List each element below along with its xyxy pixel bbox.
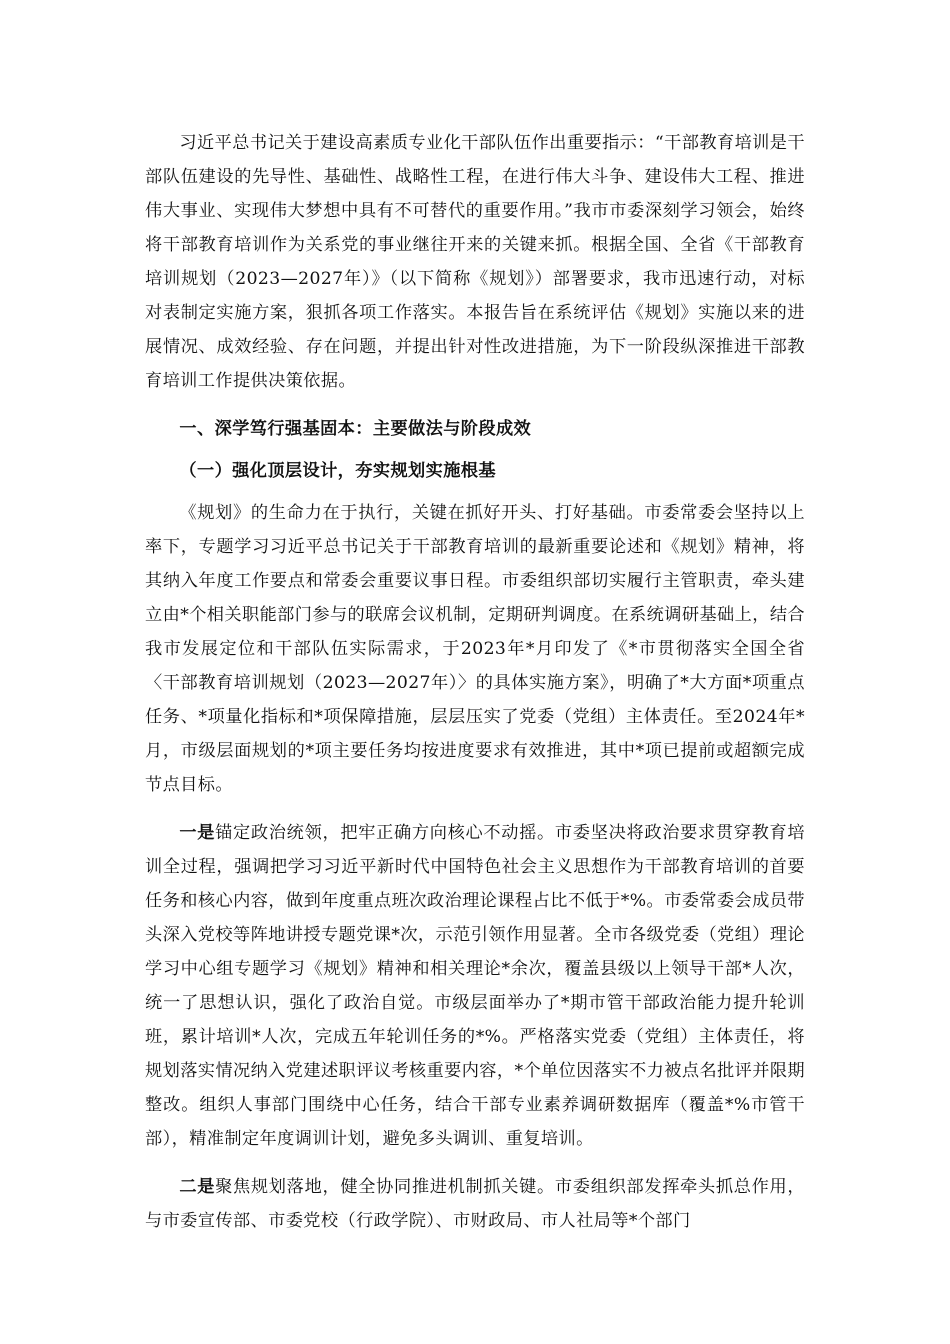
point-one-lead: 一是 [179, 823, 216, 843]
point-one-paragraph [145, 816, 805, 1156]
document-page [145, 126, 805, 1238]
section-heading: 一、深学笃行强基固本：主要做法与阶段成效 [179, 419, 532, 439]
point-two-paragraph [145, 1170, 805, 1238]
subsection-heading: （一）强化顶层设计，夯实规划实施根基 [179, 461, 496, 481]
subsection-body-paragraph: 《规划》的生命力在于执行，关键在抓好开头、打好基础。市委常委会坚持以上率下，专题学习习近平总书记关于干部教育培训的最新重要论述和《规划》精神，将其纳入年度工作要点和常委会重要议事日程。市委组织部切实履行主管职责，牵头建立由*个相关职能部门参与的联席会议机制，定期研判调度。在系统调研基础上，结合我市发展定位和干部队伍实际需求，于2023年*月印发了《*市贯彻落实全国全省〈干部教育培训规划（2023—2027年）〉的具体实施方案》，明确了*大方面*项重点任务、*项量化指标和*项保障措施，层层压实了党委（党组）主体责任。至2024年*月，市级层面规划的*项主要任务均按进度要求有效推进，其中*项已提前或超额完成节点目标。 [145, 503, 805, 795]
point-one-body: 锚定政治统领，把牢正确方向核心不动摇。市委坚决将政治要求贯穿教育培训全过程，强调把学习习近平新时代中国特色社会主义思想作为干部教育培训的首要任务和核心内容，做到年度重点班次政治理论课程占比不低于*%。市委常委会成员带头深入党校等阵地讲授专题党课*次，示范引领作用显著。全市各级党委（党组）理论学习中心组专题学习《规划》精神和相关理论*余次，覆盖县级以上领导干部*人次，统一了思想认识，强化了政治自觉。市级层面举办了*期市管干部政治能力提升轮训班，累计培训*人次，完成五年轮训任务的*%。严格落实党委（党组）主体责任，将规划落实情况纳入党建述职评议考核重要内容，*个单位因落实不力被点名批评并限期整改。组织人事部门围绕中心任务，结合干部专业素养调研数据库（覆盖*%市管干部），精准制定年度调训计划，避免多头调训、重复培训。 [145, 823, 805, 1149]
point-two-body: 聚焦规划落地，健全协同推进机制抓关键。市委组织部发挥牵头抓总作用，与市委宣传部、市委党校（行政学院）、市财政局、市人社局等*个部门 [145, 1177, 805, 1231]
intro-paragraph: 习近平总书记关于建设高素质专业化干部队伍作出重要指示：“干部教育培训是干部队伍建设的先导性、基础性、战略性工程，在进行伟大斗争、建设伟大工程、推进伟大事业、实现伟大梦想中具有不可替代的重要作用。”我市市委深刻学习领会，始终将干部教育培训作为关系党的事业继往开来的关键来抓。根据全国、全省《干部教育培训规划（2023—2027年）》（以下简称《规划》）部署要求，我市迅速行动，对标对表制定实施方案，狠抓各项工作落实。本报告旨在系统评估《规划》实施以来的进展情况、成效经验、存在问题，并提出针对性改进措施，为下一阶段纵深推进干部教育培训工作提供决策依据。 [145, 133, 805, 391]
point-two-lead: 二是 [179, 1177, 216, 1197]
